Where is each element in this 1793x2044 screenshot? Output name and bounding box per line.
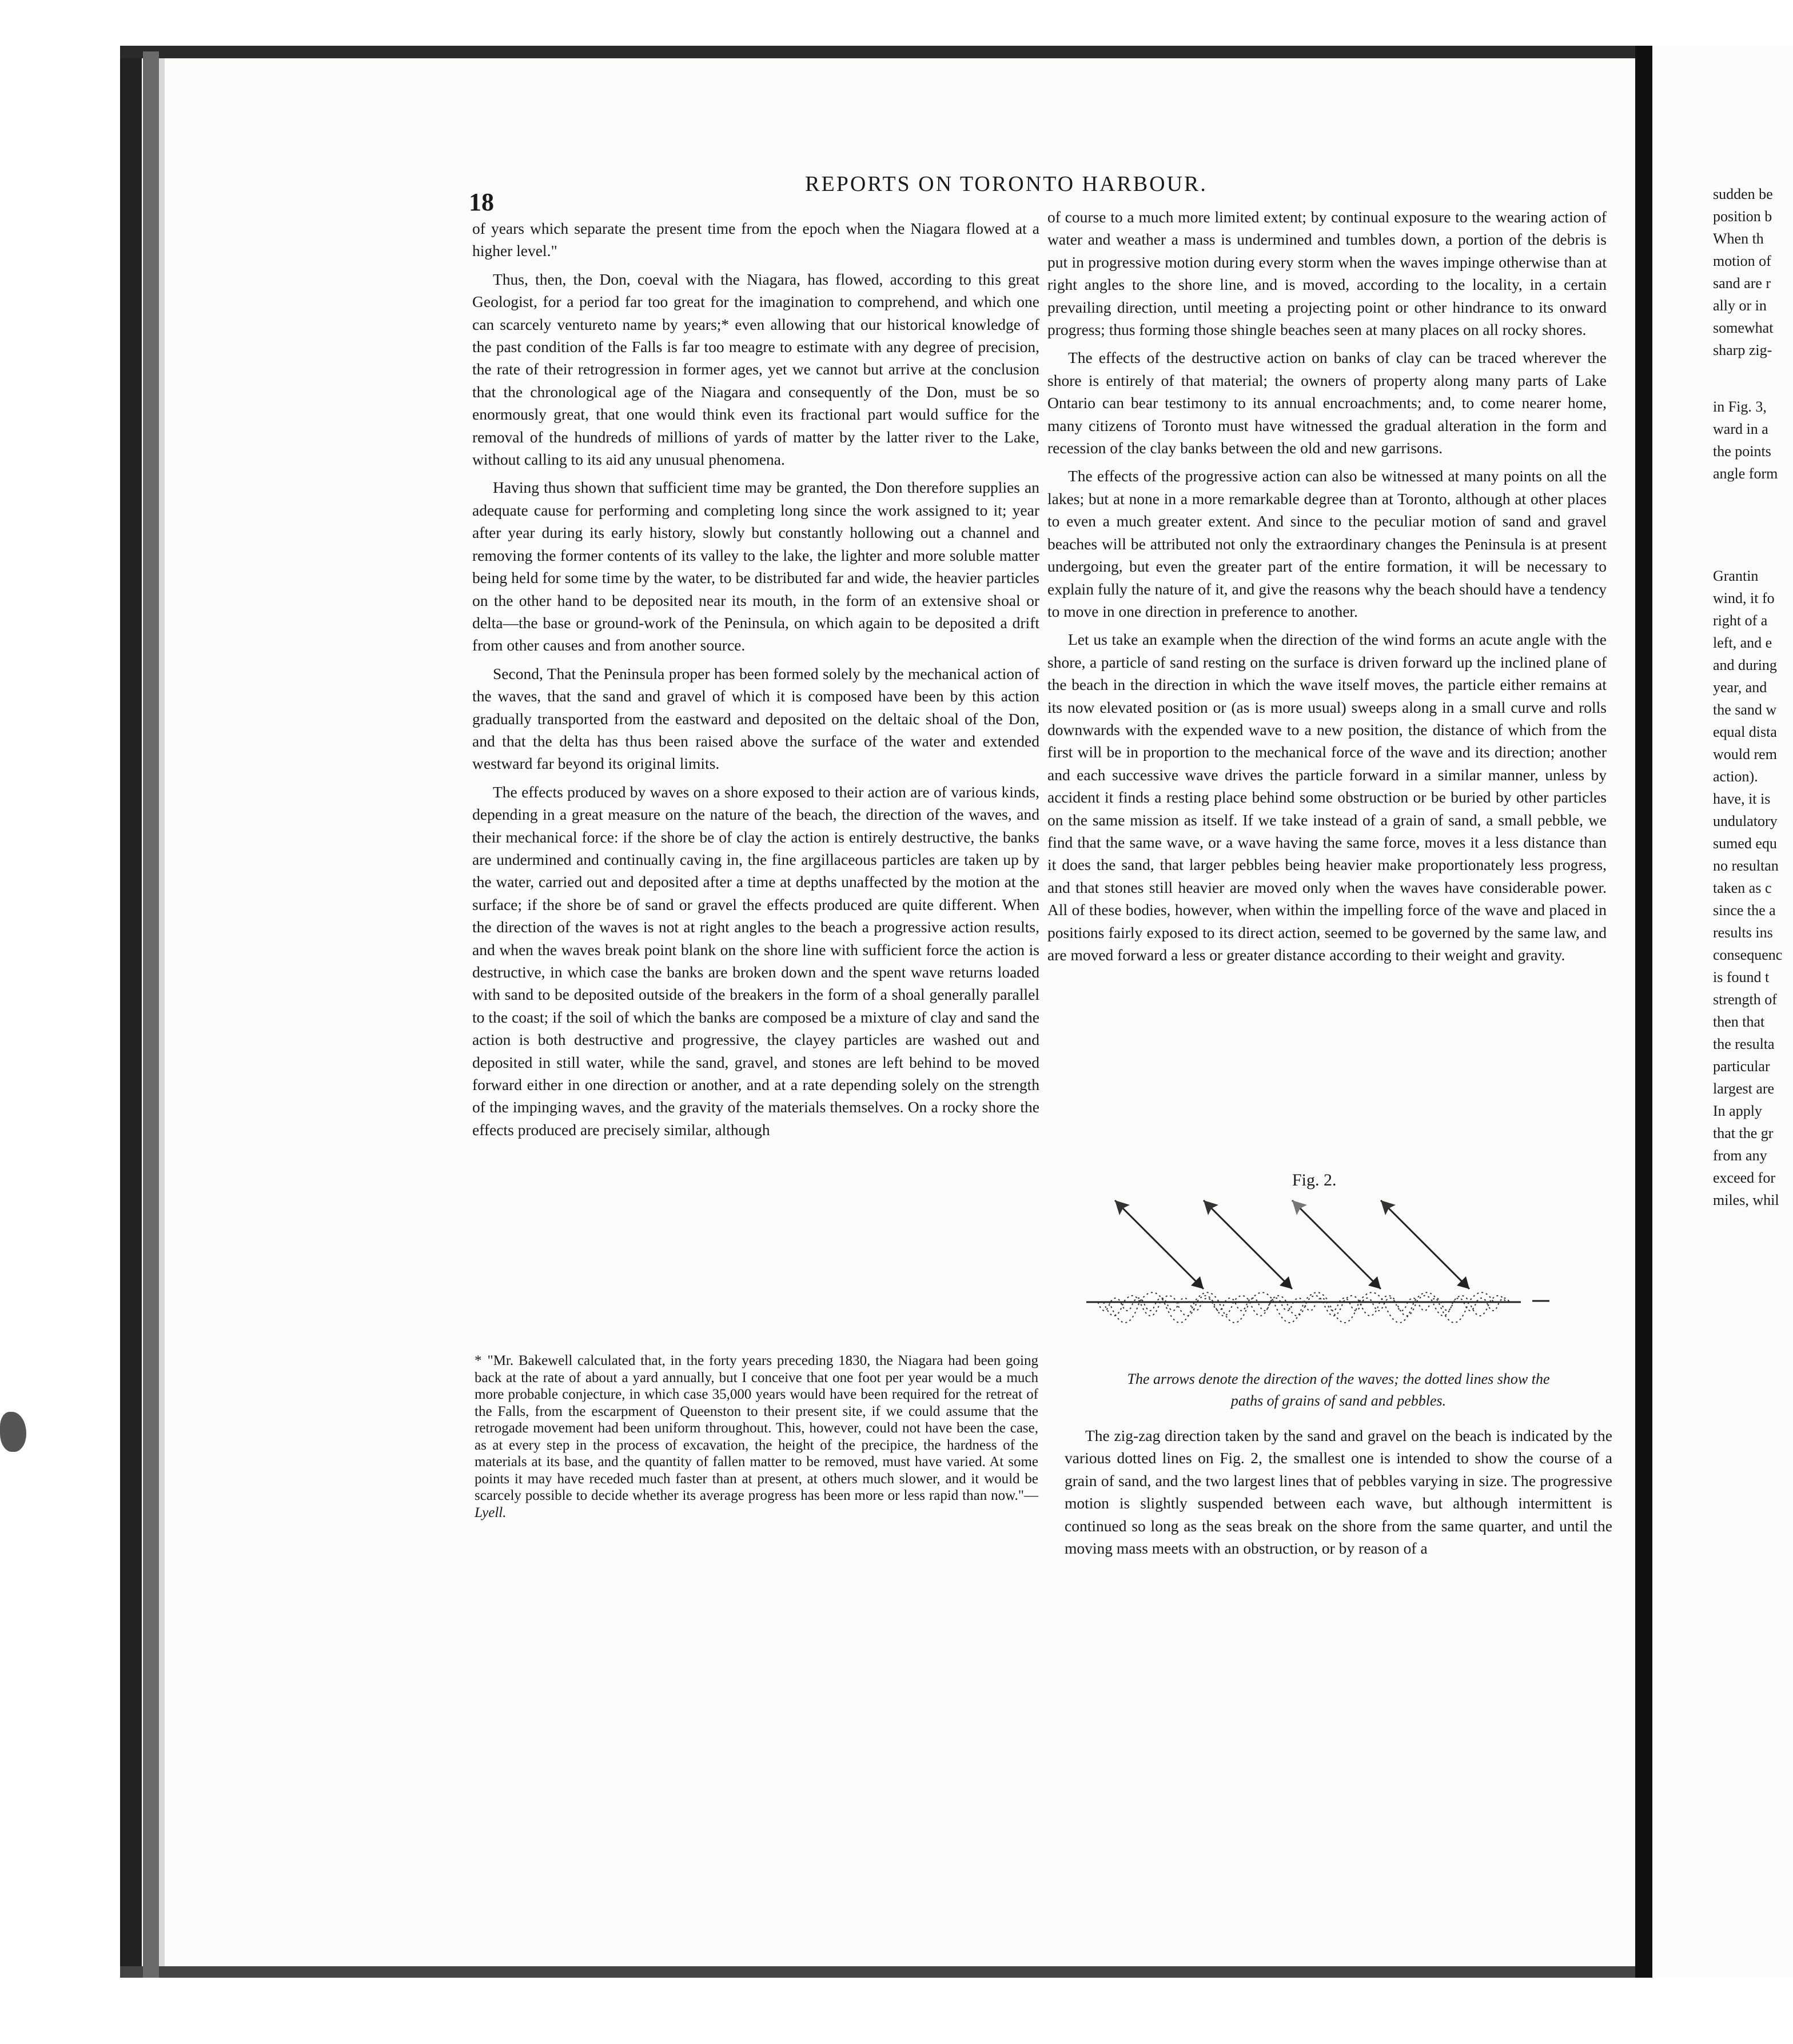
adjacent-page-line: strength of: [1713, 991, 1777, 1008]
adjacent-page-line: then that: [1713, 1013, 1765, 1030]
adjacent-page-fragment: [1652, 46, 1793, 1978]
paragraph: The effects produced by waves on a shore exposed to their action are of various kinds, depending in a great measure on the nature of the beach, the direction of the waves, and their mechanical force: if the shore be of clay the action is entirely destructive, the banks are undermined and continually caving in, the fine argillaceous particles are taken up by the water, carried out and deposited after a time at depths unaffected by the motion at the surface; if the shore be of sand or gravel the effects produced are quite different. When the direction of the waves is not at right angles to the beach a progressive action results, and when the waves break point blank on the shore line with sufficient force the action is destructive, in which case the banks are broken down and the spent wave returns loaded with sand to be deposited outside of the breakers in the form of a shoal generally parallel to the coast; if the soil of which the banks are composed be a mixture of clay and sand the action is both destructive and progressive, the clayey particles are washed out and deposited in still water, while the sand, gravel, and stones are left behind to be moved forward either in one direction or another, and at a rate depending solely on the strength of the impinging waves, and the gravity of the materials themselves. On a rocky shore the effects produced are precisely similar, although: [472, 783, 1039, 1139]
adjacent-page-line: Grantin: [1713, 568, 1759, 584]
scan-stain: [0, 1412, 26, 1452]
paragraph: of course to a much more limited extent; by continual exposure to the wearing action of water and weather a mass is undermined and tumbles down, a portion of the debris is put in progressive motion during every storm when the waves impinge otherwise than at right angles to the shore line, and is moved, according to the locality, in a certain prevailing direction, until meeting a projecting point or other hindrance to its onward progress; thus forming those shingle beaches seen at many places on all rocky shores.: [1047, 208, 1607, 339]
left-column: [472, 217, 1039, 1147]
adjacent-page-line: right of a: [1713, 612, 1768, 629]
scan-binding-shadow: [143, 51, 159, 1978]
adjacent-page-line: sand are r: [1713, 275, 1771, 292]
adjacent-page-line: ally or in: [1713, 297, 1767, 314]
figure-caption: [1065, 1368, 1612, 1412]
adjacent-page-line: would rem: [1713, 746, 1777, 762]
adjacent-page-line: since the a: [1713, 902, 1776, 919]
adjacent-page-line: undulatory: [1713, 813, 1778, 829]
wave-direction-arrow: [1115, 1200, 1204, 1289]
page-edge: [159, 58, 165, 1966]
particle-paths: [1098, 1292, 1509, 1323]
figure-caption-line: paths of grains of sand and pebbles.: [1230, 1392, 1447, 1409]
adjacent-page-line: action).: [1713, 768, 1758, 785]
paragraph: Second, That the Peninsula proper has been formed solely by the mechanical action of the waves, that the sand and gravel of which it is composed have been by this action gradually transported from the eastward and deposited on the deltaic shoal of the Don, and that the delta has thus been raised above the surface of the water and extended westward far beyond its original limits.: [472, 664, 1039, 773]
adjacent-page-line: exceed for: [1713, 1169, 1775, 1186]
right-column-continued: [1065, 1424, 1612, 1565]
paragraph: Thus, then, the Don, coeval with the Niagara, has flowed, according to this great Geologist, for a period far too great for the imagination to comprehend, and which one can scarcely ventureto name by years;* even allowing that our historical knowledge of the past condition of the Falls is far too meagre to estimate with any degree of precision, the rate of their retrogression in former ages, yet we cannot but arrive at the conclusion that the chronological age of the Niagara and consequently of the Don, must be so enormously great, that one would think even its fractional part would suffice for the removal of the hundreds of millions of yards of matter by the latter river to the Lake, without calling to its aid any unusual phenomena.: [472, 270, 1039, 469]
adjacent-page-line: When th: [1713, 230, 1764, 247]
adjacent-page-line: from any: [1713, 1147, 1767, 1164]
adjacent-page-line: in Fig. 3,: [1713, 398, 1767, 415]
figure-caption-line: The arrows denote the direction of the waves; the dotted lines show the: [1127, 1371, 1550, 1387]
particle-path: [1103, 1296, 1506, 1316]
adjacent-page-line: largest are: [1713, 1080, 1775, 1097]
paragraph: of years which separate the present time from the epoch when the Niagara flowed at a higher level.": [472, 219, 1039, 260]
wave-direction-arrow: [1292, 1200, 1381, 1289]
particle-path: [1109, 1292, 1493, 1323]
adjacent-page-line: sumed equ: [1713, 835, 1777, 852]
adjacent-page-line: the points: [1713, 443, 1771, 460]
adjacent-page-line: the resulta: [1713, 1036, 1775, 1052]
footnote-marker: *: [475, 1353, 482, 1368]
right-column: [1047, 206, 1607, 972]
adjacent-page-line: year, and: [1713, 679, 1767, 696]
adjacent-page-line: particular: [1713, 1058, 1770, 1075]
scan-border-left: [120, 46, 142, 1978]
footnote-text: "Mr. Bakewell calculated that, in the forty years preceding 1830, the Niagara had been going back at the rate of about a yard annually, but I conceive that one foot per year would be a much more probable conjecture, in which case 35,000 years would have been required for the retreat of the Falls, from the escarpment of Queenston to their present site, if we could assume that the retrogade movement had been uniform throughout. This, however, could not have been the case, as at every step in the process of excavation, the height of the precipice, the hardness of the materials at its base, and the quantity of fallen matter to be removed, must have varied. At some points it may have receded much faster than at present, at others much slower, and it would be scarcely possible to decide whether its average progress has been more or less rapid than now."—: [475, 1353, 1038, 1503]
scan-border-top: [120, 46, 1652, 58]
particle-path: [1098, 1298, 1509, 1311]
wave-direction-arrow: [1204, 1200, 1292, 1289]
adjacent-page-line: sharp zig-: [1713, 342, 1772, 358]
adjacent-page-line: sudden be: [1713, 186, 1773, 202]
scan-gutter: [1635, 46, 1652, 1978]
adjacent-page-line: In apply: [1713, 1103, 1762, 1119]
adjacent-page-line: have, it is: [1713, 791, 1771, 807]
adjacent-page-line: the sand w: [1713, 701, 1777, 718]
paragraph: The effects of the progressive action can also be witnessed at many points on all the lakes; but at none in a more remarkable degree than at Toronto, although at other places to even a much greater extent. And since to the peculiar motion of sand and gravel beaches will be attributed not only the extraordinary changes the Peninsula is at present undergoing, but even the greater part of the entire formation, it will be necessary to explain fully the nature of it, and give the reasons why the beach should have a tendency to move in one direction in preference to another.: [1047, 467, 1607, 620]
paragraph: The effects of the destructive action on banks of clay can be traced wherever the shore is entirely of that material; the owners of property along many parts of Lake Ontario can bear testimony to its annual encroachments; and, to come nearer home, many citizens of Toronto must have witnessed the gradual alteration in the form and recession of the clay banks between the old and new garrisons.: [1047, 349, 1607, 457]
paragraph: The zig-zag direction taken by the sand and gravel on the beach is indicated by the various dotted lines on Fig. 2, the smallest one is intended to show the course of a grain of sand, and the two largest lines that of pebbles varying in size. The progressive motion is slightly suspended between each wave, but although intermittent is continued so long as the seas break on the shore from the same quarter, and until the moving mass meets with an obstruction, or by reason of a: [1065, 1427, 1612, 1558]
adjacent-page-line: taken as c: [1713, 880, 1772, 896]
adjacent-page-line: and during: [1713, 657, 1777, 673]
figure-label: Fig. 2.: [1292, 1171, 1337, 1189]
page-number: 18: [469, 188, 494, 216]
adjacent-page-line: angle form: [1713, 465, 1778, 482]
running-head: REPORTS ON TORONTO HARBOUR.: [805, 172, 1208, 196]
wave-direction-arrow: [1381, 1200, 1469, 1289]
wave-arrows: [1115, 1200, 1469, 1289]
adjacent-page-line: miles, whil: [1713, 1192, 1779, 1208]
footnote-attribution: Lyell.: [475, 1504, 507, 1520]
adjacent-page-line: somewhat: [1713, 320, 1774, 336]
scan-border-bottom: [120, 1966, 1652, 1978]
adjacent-page-line: left, and e: [1713, 634, 1772, 651]
adjacent-page-line: ward in a: [1713, 421, 1768, 437]
adjacent-page-line: position b: [1713, 208, 1772, 225]
adjacent-page-line: results ins: [1713, 924, 1773, 941]
paragraph: Let us take an example when the direction of the wind forms an acute angle with the shore, a particle of sand resting on the surface is driven forward up the inclined plane of the beach in the direction in which the wave itself moves, the particle either remains at its now elevated position or (as is more usual) sweeps along in a small curve and rolls downwards with the expended wave to a new position, the distance of which from the first will be in proportion to the mechanical force of the wave and its direction; another and each successive wave drives the particle forward in a similar manner, unless by accident it finds a resting place behind some obstruction or be buried by other particles on the same mission as itself. If we take instead of a grain of sand, a small pebble, we find that the same wave, or a wave having the same force, moves it a less distance than it does the sand, that larger pebbles being heavier make proportionately less progress, and that stones still heavier are moved only when the waves have considerable power. All of these bodies, however, when within the impelling force of the wave and placed in positions fairly exposed to its direct action, seemed to be governed by the same law, and are moved forward a less or greater distance according to their weight and gravity.: [1047, 630, 1607, 964]
adjacent-page-line: motion of: [1713, 253, 1771, 269]
adjacent-page-line: equal dista: [1713, 724, 1777, 740]
adjacent-page-line: no resultan: [1713, 857, 1779, 874]
paragraph: Having thus shown that sufficient time may be granted, the Don therefore supplies an adequate cause for performing and completing long since the work assigned to it; year after year during its early history, slowly but constantly hollowing out a channel and removing the former contents of its valley to the lake, the lighter and more soluble matter being held for some time by the water, to be distributed far and wide, the heavier particles on the other hand to be deposited near its mouth, in the form of an extensive shoal or delta—the base or ground-work of the Peninsula, on which again to be deposited a drift from other causes and from another source.: [472, 478, 1039, 654]
adjacent-page-line: wind, it fo: [1713, 590, 1775, 606]
adjacent-page-line: that the gr: [1713, 1125, 1774, 1141]
adjacent-page-line: is found t: [1713, 969, 1770, 985]
figure-waves-diagram: [1075, 1189, 1572, 1360]
adjacent-page-line: consequenc: [1713, 947, 1783, 963]
footnote: [475, 1352, 1038, 1521]
